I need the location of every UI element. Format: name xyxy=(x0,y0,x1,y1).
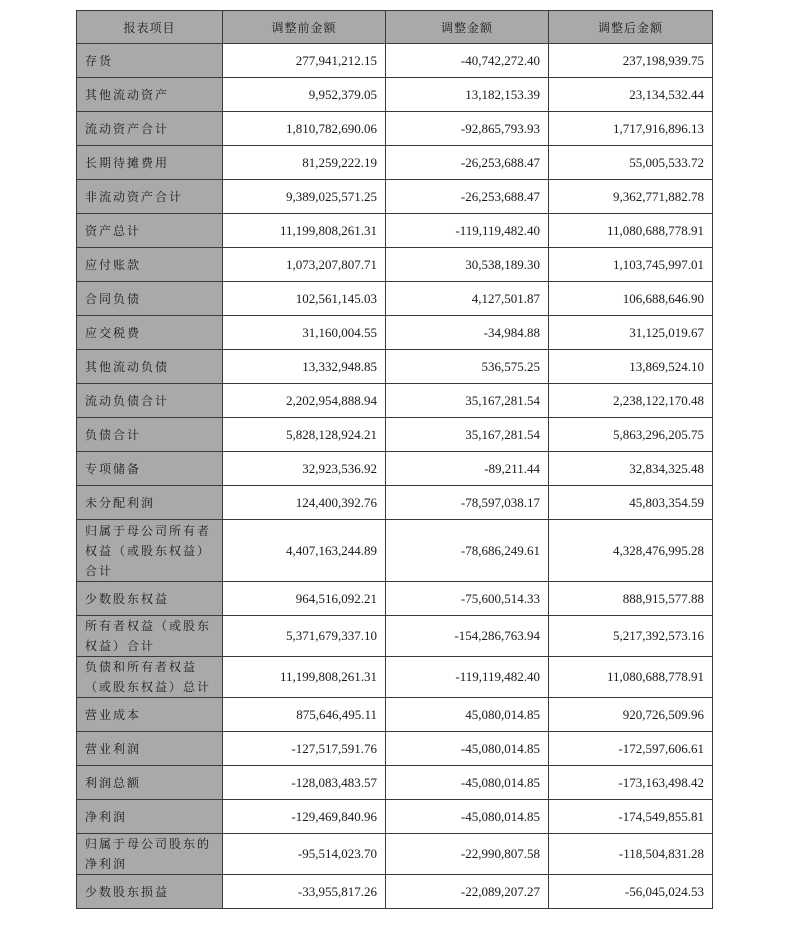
row-label: 负债和所有者权益（或股东权益）总计 xyxy=(77,657,223,698)
row-label: 营业成本 xyxy=(77,698,223,732)
value-after: 55,005,533.72 xyxy=(549,146,713,180)
table-row xyxy=(77,698,713,732)
row-label: 少数股东权益 xyxy=(77,582,223,616)
value-adjust: -119,119,482.40 xyxy=(386,214,549,248)
value-before: 11,199,808,261.31 xyxy=(223,214,386,248)
value-adjust: -40,742,272.40 xyxy=(386,44,549,78)
value-after: 11,080,688,778.91 xyxy=(549,214,713,248)
table-row xyxy=(77,452,713,486)
row-label: 专项储备 xyxy=(77,452,223,486)
value-after: 1,103,745,997.01 xyxy=(549,248,713,282)
table-row xyxy=(77,44,713,78)
value-adjust: -26,253,688.47 xyxy=(386,180,549,214)
value-adjust: -78,597,038.17 xyxy=(386,486,549,520)
value-after: 5,217,392,573.16 xyxy=(549,616,713,657)
row-label: 流动负债合计 xyxy=(77,384,223,418)
table-row xyxy=(77,214,713,248)
value-before: 2,202,954,888.94 xyxy=(223,384,386,418)
header-item: 报表项目 xyxy=(77,11,223,44)
value-after: 32,834,325.48 xyxy=(549,452,713,486)
value-after: 23,134,532.44 xyxy=(549,78,713,112)
value-adjust: -78,686,249.61 xyxy=(386,520,549,582)
row-label: 非流动资产合计 xyxy=(77,180,223,214)
value-before: 81,259,222.19 xyxy=(223,146,386,180)
row-label: 长期待摊费用 xyxy=(77,146,223,180)
value-before: -127,517,591.76 xyxy=(223,732,386,766)
table-row xyxy=(77,384,713,418)
value-adjust: 30,538,189.30 xyxy=(386,248,549,282)
value-before: 875,646,495.11 xyxy=(223,698,386,732)
value-adjust: -45,080,014.85 xyxy=(386,800,549,834)
value-adjust: -45,080,014.85 xyxy=(386,766,549,800)
value-adjust: 536,575.25 xyxy=(386,350,549,384)
value-adjust: 35,167,281.54 xyxy=(386,418,549,452)
value-adjust: -75,600,514.33 xyxy=(386,582,549,616)
value-after: 237,198,939.75 xyxy=(549,44,713,78)
table-row xyxy=(77,112,713,146)
value-adjust: -22,990,807.58 xyxy=(386,834,549,875)
table-row xyxy=(77,657,713,698)
value-after: -56,045,024.53 xyxy=(549,875,713,909)
table-row xyxy=(77,248,713,282)
value-before: 13,332,948.85 xyxy=(223,350,386,384)
value-adjust: -45,080,014.85 xyxy=(386,732,549,766)
value-after: -173,163,498.42 xyxy=(549,766,713,800)
value-before: 11,199,808,261.31 xyxy=(223,657,386,698)
row-label: 利润总额 xyxy=(77,766,223,800)
value-before: 964,516,092.21 xyxy=(223,582,386,616)
value-before: 124,400,392.76 xyxy=(223,486,386,520)
value-adjust: 4,127,501.87 xyxy=(386,282,549,316)
table-row xyxy=(77,520,713,582)
value-after: 4,328,476,995.28 xyxy=(549,520,713,582)
row-label: 应交税费 xyxy=(77,316,223,350)
value-after: 1,717,916,896.13 xyxy=(549,112,713,146)
row-label: 应付账款 xyxy=(77,248,223,282)
value-after: -174,549,855.81 xyxy=(549,800,713,834)
value-after: 45,803,354.59 xyxy=(549,486,713,520)
value-before: -128,083,483.57 xyxy=(223,766,386,800)
value-after: 106,688,646.90 xyxy=(549,282,713,316)
value-before: 1,810,782,690.06 xyxy=(223,112,386,146)
row-label: 未分配利润 xyxy=(77,486,223,520)
table-header-row xyxy=(77,11,713,44)
value-adjust: 35,167,281.54 xyxy=(386,384,549,418)
table-row xyxy=(77,800,713,834)
header-before: 调整前金额 xyxy=(223,11,386,44)
table-row xyxy=(77,146,713,180)
value-adjust: -154,286,763.94 xyxy=(386,616,549,657)
table-row xyxy=(77,582,713,616)
value-adjust: -34,984.88 xyxy=(386,316,549,350)
value-before: 9,389,025,571.25 xyxy=(223,180,386,214)
row-label: 负债合计 xyxy=(77,418,223,452)
value-adjust: -119,119,482.40 xyxy=(386,657,549,698)
value-adjust: -22,089,207.27 xyxy=(386,875,549,909)
value-adjust: -26,253,688.47 xyxy=(386,146,549,180)
table-row xyxy=(77,418,713,452)
value-after: -118,504,831.28 xyxy=(549,834,713,875)
value-after: -172,597,606.61 xyxy=(549,732,713,766)
table-row xyxy=(77,350,713,384)
value-before: 5,371,679,337.10 xyxy=(223,616,386,657)
table-body xyxy=(77,44,713,909)
value-before: -33,955,817.26 xyxy=(223,875,386,909)
row-label: 资产总计 xyxy=(77,214,223,248)
row-label: 存货 xyxy=(77,44,223,78)
table-row xyxy=(77,616,713,657)
row-label: 所有者权益（或股东权益）合计 xyxy=(77,616,223,657)
table-row xyxy=(77,180,713,214)
row-label: 其他流动负债 xyxy=(77,350,223,384)
adjustment-table-container xyxy=(76,10,712,909)
value-after: 5,863,296,205.75 xyxy=(549,418,713,452)
row-label: 归属于母公司股东的净利润 xyxy=(77,834,223,875)
value-after: 920,726,509.96 xyxy=(549,698,713,732)
value-before: 1,073,207,807.71 xyxy=(223,248,386,282)
value-before: 277,941,212.15 xyxy=(223,44,386,78)
row-label: 流动资产合计 xyxy=(77,112,223,146)
adjustment-table xyxy=(76,10,713,909)
row-label: 归属于母公司所有者权益（或股东权益）合计 xyxy=(77,520,223,582)
value-before: 102,561,145.03 xyxy=(223,282,386,316)
table-row xyxy=(77,486,713,520)
header-adjust: 调整金额 xyxy=(386,11,549,44)
row-label: 其他流动资产 xyxy=(77,78,223,112)
value-before: 32,923,536.92 xyxy=(223,452,386,486)
row-label: 少数股东损益 xyxy=(77,875,223,909)
value-before: 9,952,379.05 xyxy=(223,78,386,112)
value-after: 13,869,524.10 xyxy=(549,350,713,384)
value-after: 888,915,577.88 xyxy=(549,582,713,616)
value-adjust: -92,865,793.93 xyxy=(386,112,549,146)
table-row xyxy=(77,875,713,909)
row-label: 净利润 xyxy=(77,800,223,834)
table-row xyxy=(77,316,713,350)
value-adjust: -89,211.44 xyxy=(386,452,549,486)
table-row xyxy=(77,732,713,766)
row-label: 合同负债 xyxy=(77,282,223,316)
value-after: 9,362,771,882.78 xyxy=(549,180,713,214)
table-row xyxy=(77,834,713,875)
value-adjust: 13,182,153.39 xyxy=(386,78,549,112)
value-after: 2,238,122,170.48 xyxy=(549,384,713,418)
table-row xyxy=(77,78,713,112)
row-label: 营业利润 xyxy=(77,732,223,766)
table-row xyxy=(77,766,713,800)
value-after: 11,080,688,778.91 xyxy=(549,657,713,698)
value-before: 5,828,128,924.21 xyxy=(223,418,386,452)
value-before: -95,514,023.70 xyxy=(223,834,386,875)
table-row xyxy=(77,282,713,316)
header-after: 调整后金额 xyxy=(549,11,713,44)
value-adjust: 45,080,014.85 xyxy=(386,698,549,732)
value-after: 31,125,019.67 xyxy=(549,316,713,350)
value-before: -129,469,840.96 xyxy=(223,800,386,834)
value-before: 4,407,163,244.89 xyxy=(223,520,386,582)
value-before: 31,160,004.55 xyxy=(223,316,386,350)
